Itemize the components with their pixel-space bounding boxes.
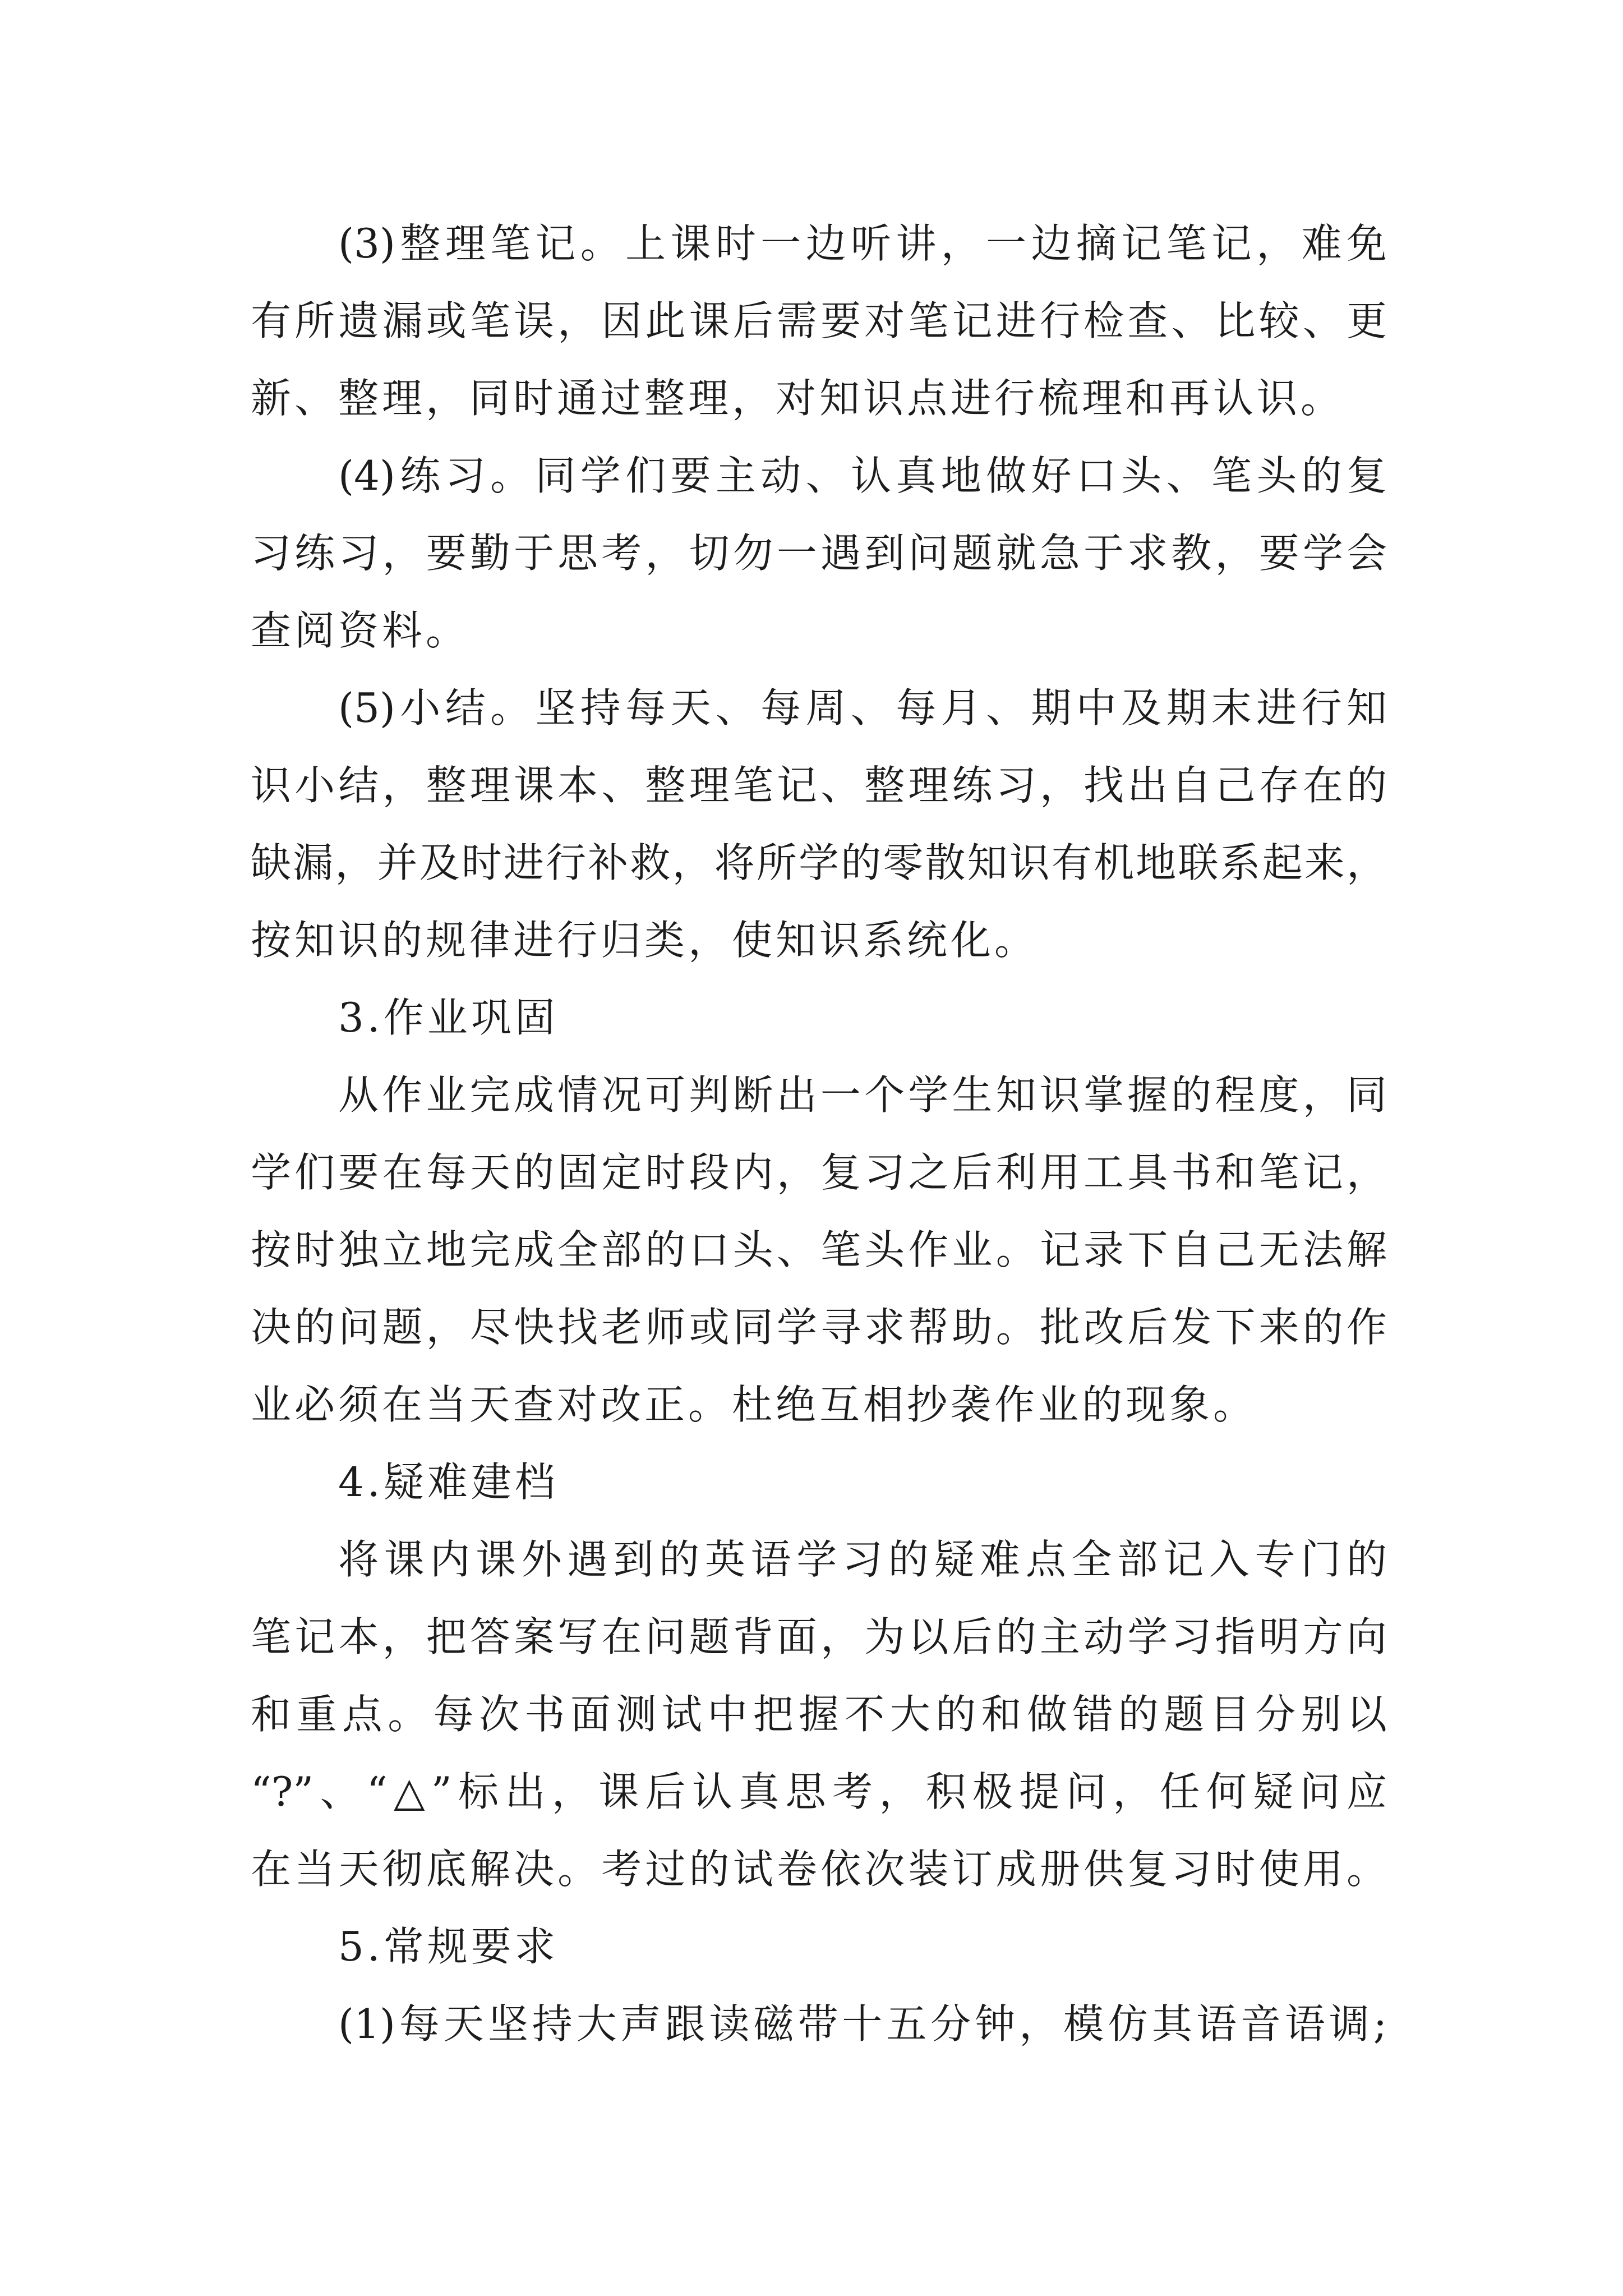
text-line: 笔记本，把答案写在问题背面，为以后的主动学习指明方向 (251, 1613, 1387, 1660)
text-line: (1)每天坚持大声跟读磁带十五分钟，模仿其语音语调; (338, 2000, 1387, 2047)
text-line: 将课内课外遇到的英语学习的疑难点全部记入专门的 (338, 1536, 1387, 1583)
section-heading-homework: 3.作业巩固 (338, 994, 559, 1041)
text-line: 学们要在每天的固定时段内，复习之后利用工具书和笔记， (251, 1149, 1387, 1196)
text-line: 和重点。每次书面测试中把握不大的和做错的题目分别以 (251, 1691, 1387, 1738)
text-line: 习练习，要勤于思考，切勿一遇到问题就急于求教，要学会 (251, 530, 1387, 577)
section-heading-difficulties: 4.疑难建档 (338, 1458, 559, 1506)
paragraph-difficulties (251, 1521, 1387, 1908)
section-heading-routine: 5.常规要求 (338, 1923, 559, 1970)
text-line: (4)练习。同学们要主动、认真地做好口头、笔头的复 (338, 452, 1387, 499)
text-line: 从作业完成情况可判断出一个学生知识掌握的程度，同 (338, 1071, 1387, 1119)
text-line: 查阅资料。 (251, 607, 470, 654)
text-line: 识小结，整理课本、整理笔记、整理练习，找出自己存在的 (251, 762, 1387, 809)
paragraph-summary (251, 669, 1387, 979)
paragraph-organize-notes (251, 205, 1387, 437)
text-line: 按时独立地完成全部的口头、笔头作业。记录下自己无法解 (251, 1226, 1387, 1273)
text-line: “?”、“△”标出，课后认真思考，积极提问，任何疑问应 (251, 1768, 1387, 1815)
text-line: 新、整理，同时通过整理，对知识点进行梳理和再认识。 (251, 375, 1345, 422)
text-line: 按知识的规律进行归类，使知识系统化。 (251, 917, 1039, 964)
document-body (251, 205, 1387, 2063)
paragraph-routine (251, 1985, 1387, 2063)
text-line: 在当天彻底解决。考过的试卷依次装订成册供复习时使用。 (251, 1846, 1387, 1893)
text-line: (3)整理笔记。上课时一边听讲，一边摘记笔记，难免 (338, 220, 1387, 267)
text-line: 有所遗漏或笔误，因此课后需要对笔记进行检查、比较、更 (251, 297, 1387, 344)
paragraph-practice (251, 437, 1387, 669)
paragraph-homework (251, 1056, 1387, 1443)
text-line: 决的问题，尽快找老师或同学寻求帮助。批改后发下来的作 (251, 1304, 1387, 1351)
text-line: 业必须在当天查对改正。杜绝互相抄袭作业的现象。 (251, 1381, 1257, 1428)
text-line: (5)小结。坚持每天、每周、每月、期中及期末进行知 (338, 684, 1387, 731)
text-line: 缺漏，并及时进行补救，将所学的零散知识有机地联系起来， (251, 839, 1387, 886)
